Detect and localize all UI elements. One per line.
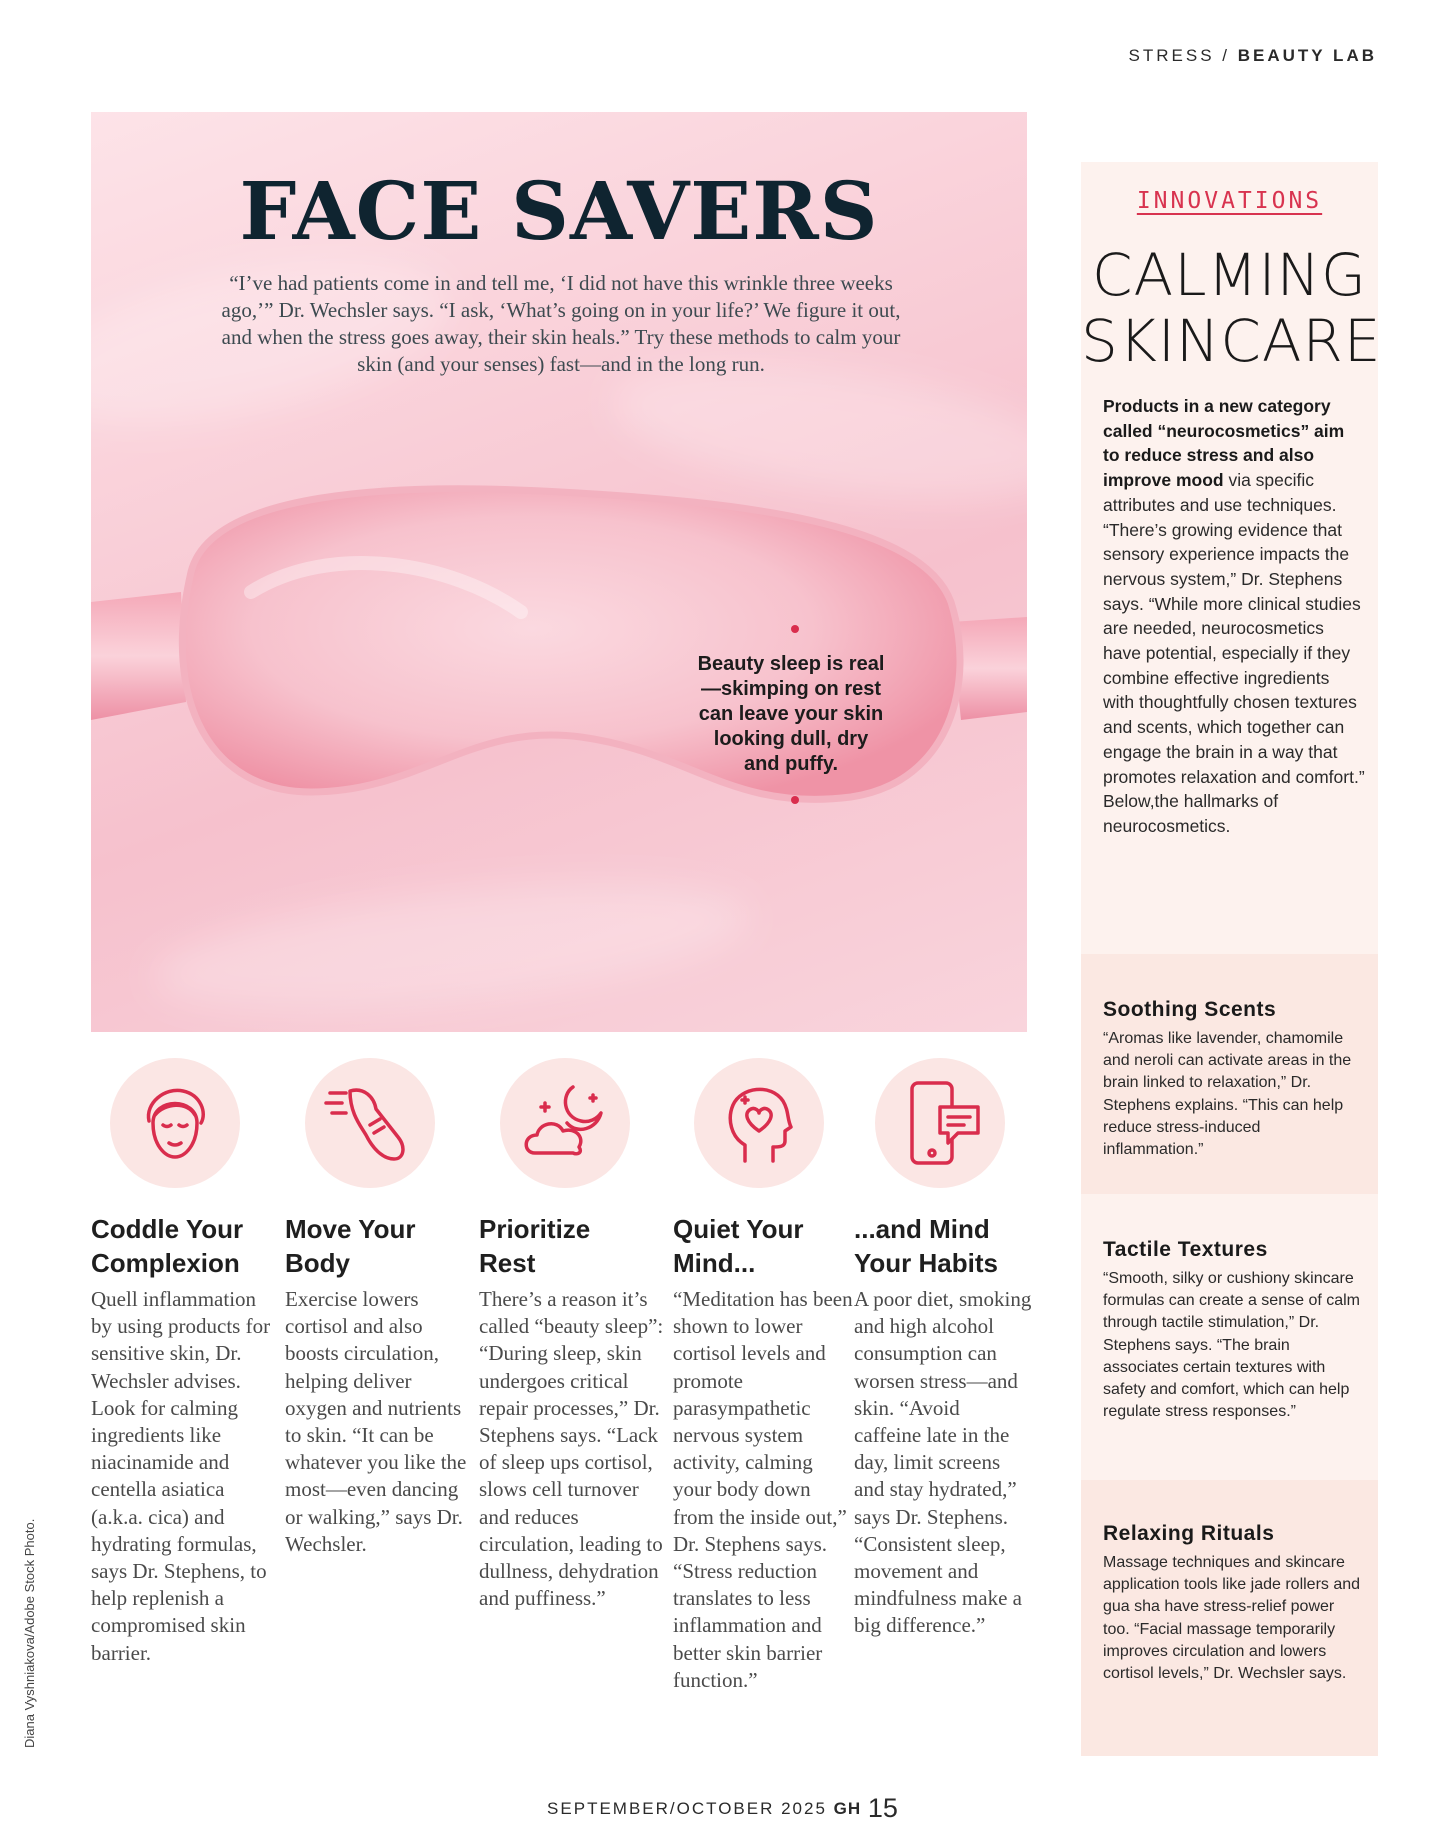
sidebar-heading-scents: Soothing Scents xyxy=(1103,998,1277,1021)
sidebar-heading-textures: Tactile Textures xyxy=(1103,1238,1268,1261)
photo-callout: Beauty sleep is real—skimping on rest can leave your skin looking dull, dry and puffy. xyxy=(697,653,885,775)
innovations-sidebar xyxy=(1081,162,1382,1756)
tip-2-body: Exercise lowers cortisol and also boosts circulation, helping deliver oxygen and nutrients to skin. “It can be whatever you like the most—even dancing or walking,” says Dr. Wechsler. xyxy=(285,1287,467,1556)
sleep-mask-illustration xyxy=(91,452,1027,912)
separator: / xyxy=(1222,46,1231,65)
tip-3-body: There’s a reason it’s called “beauty sleep”: “During sleep, skin undergoes critical repair processes,” Dr. Stephens says. “Lack of sleep ups cortisol, slows cell turnover and reduces circulation, leading to dullness, dehydration and puffiness.” xyxy=(479,1287,664,1611)
tip-1-icon-circle xyxy=(110,1058,240,1188)
subsection-name: BEAUTY LAB xyxy=(1237,46,1377,65)
tip-1-title: Coddle Your Complexion xyxy=(91,1214,244,1278)
page-footer xyxy=(0,1790,1445,1821)
page-title: FACE SAVERS xyxy=(239,164,879,258)
sidebar-body-textures: “Smooth, silky or cushiony skincare formulas can create a sense of calm through tactile stimulation,” Dr. Stephens says. “The brain associates certain textures with safety and comfort, which can help regulate stress responses.” xyxy=(1103,1270,1361,1421)
phone-message-icon xyxy=(890,1073,990,1173)
sidebar-title: CALMING SKINCARE xyxy=(1081,241,1382,375)
tip-4-title: Quiet Your Mind... xyxy=(673,1214,804,1278)
tip-2-title: Move Your Body xyxy=(285,1214,416,1278)
sidebar-intro-rest: via specific attributes and use techniques. “There’s growing evidence that sensory experience impacts the nervous system,” Dr. Stephens says. “While more clinical studies are needed, neurocosmetics have potential, especially if they combine effective ingredients with thoughtfully chosen textures and scents, which together can engage the brain in a way that promotes relaxation and comfort.” Below,the hallmarks of neurocosmetics. xyxy=(1103,470,1365,836)
tip-5-icon-circle xyxy=(875,1058,1005,1188)
tip-4-icon-circle xyxy=(694,1058,824,1188)
tip-2-icon-circle xyxy=(305,1058,435,1188)
callout-dot-bottom xyxy=(791,796,799,804)
sidebar-intro xyxy=(1103,394,1365,839)
intro-paragraph: “I’ve had patients come in and tell me, ‘I did not have this wrinkle three weeks ago,’” Dr. Wechsler says. “I ask, ‘What’s going on in your life?’ We figure it out, and when the stress goes away, their skin heals.” Try these methods to calm your skin (and your senses) fast—and in the long run. xyxy=(221,271,901,376)
tip-5-body: A poor diet, smoking and high alcohol consumption can worsen stress—and skin. “Avoid caffeine late in the day, limit screens and stay hydrated,” says Dr. Stephens. “Consistent sleep, movement and mindfulness make a big difference.” xyxy=(854,1287,1032,1638)
sidebar-body-scents: “Aromas like lavender, chamomile and neroli can activate areas in the brain linked to relaxation,” Dr. Stephens explains. “This can help reduce stress-induced inflammation.” xyxy=(1103,1030,1352,1159)
sidebar-intro-bold: Products in a new category called “neurocosmetics” aim to reduce stress and also improve mood xyxy=(1103,396,1345,491)
moon-cloud-icon xyxy=(515,1073,615,1173)
head-heart-icon xyxy=(709,1073,809,1173)
sidebar-label: INNOVATIONS xyxy=(1136,188,1323,214)
page-number: 15 xyxy=(867,1793,898,1823)
magazine-name: GH xyxy=(833,1799,862,1818)
section-name: STRESS xyxy=(1128,46,1215,65)
tip-4-body: “Meditation has been shown to lower cortisol levels and promote parasympathetic nervous system activity, calming your body down from the inside out,” Dr. Stephens says. “Stress reduction translates to less inflammation and better skin barrier function.” xyxy=(673,1287,853,1692)
tip-1-body: Quell inflammation by using products for sensitive skin, Dr. Wechsler advises. Look for calming ingredients like niacinamide and centella asiatica (a.k.a. cica) and hydrating formulas, says Dr. Stephens, to help replenish a compromised skin barrier. xyxy=(91,1287,271,1665)
sidebar-heading-rituals: Relaxing Rituals xyxy=(1103,1522,1275,1545)
tip-3-icon-circle xyxy=(500,1058,630,1188)
sidebar-body-rituals: Massage techniques and skincare application tools like jade rollers and gua sha have stress-relief power too. “Facial massage temporarily improves circulation and lowers cortisol levels,” Dr. Wechsler says. xyxy=(1103,1554,1361,1683)
callout-dot-top xyxy=(791,625,799,633)
hero-image xyxy=(91,112,1027,1032)
face-icon xyxy=(125,1073,225,1173)
issue-date: SEPTEMBER/OCTOBER 2025 xyxy=(547,1799,827,1818)
tip-3-title: Prioritize Rest xyxy=(479,1214,591,1278)
tip-5-title: ...and Mind Your Habits xyxy=(854,1214,998,1278)
photo-credit: Diana Vyshniakova/Adobe Stock Photo. xyxy=(22,1518,37,1748)
running-shoe-icon xyxy=(320,1073,420,1173)
running-head xyxy=(1129,46,1377,66)
